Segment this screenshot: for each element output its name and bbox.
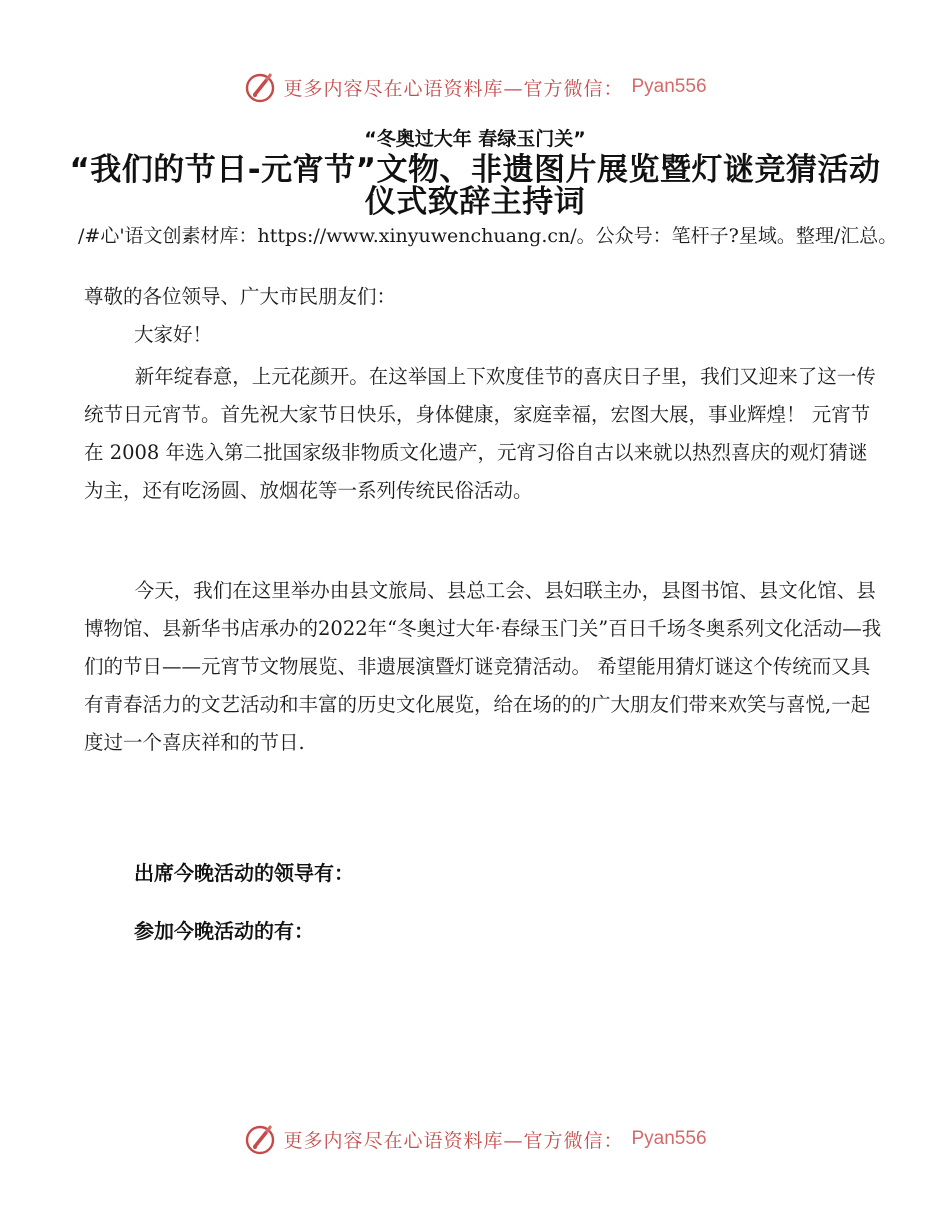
footer-wechat-id: Pyan556	[631, 1128, 707, 1149]
greeting-line: 尊敬的各位领导、广大市民朋友们：	[84, 285, 397, 308]
brush-circle-logo-icon	[243, 70, 277, 104]
header-wechat-id: Pyan556	[631, 76, 707, 97]
paragraph-2: 今天，我们在这里举办由县文旅局、县总工会、县妇联主办，县图书馆、县文化馆、县博物馆、县新华书店承办的2022年“冬奥过大年·春绿玉门关”百日千场冬奥系列文化活动—我们的节日——元宵节文物展览、非遗展演暨灯谜竞猜活动。 希望能用猜灯谜这个传统而又具有青春活力的文艺活动和丰富的历史文化展览，给在场的的广大朋友们带来欢笑与喜悦,一起度过一个喜庆祥和的节日.	[84, 579, 882, 754]
hello-text: 大家好！	[134, 323, 213, 346]
attendees-heading: 参加今晚活动的有：	[134, 919, 314, 943]
document-subtitle: “冬奥过大年 春绿玉门关”	[364, 128, 586, 150]
page-header	[0, 70, 950, 104]
source-note: /#心'语文创素材库：https://www.xinyuwenchuang.cn/。公众号：笔杆子?星域。整理/汇总。	[78, 225, 898, 247]
hello-line	[84, 316, 884, 354]
header-brand	[243, 70, 706, 104]
header-brand-text: 更多内容尽在心语资料库—官方微信：	[283, 77, 624, 100]
paragraph-1: 新年绽春意，上元花颜开。在这举国上下欢度佳节的喜庆日子里，我们又迎来了这一传统节日元宵节。首先祝大家节日快乐，身体健康，家庭幸福，宏图大展，事业辉煌！ 元宵节在 2008 年选入第二批国家级非物质文化遗产，元宵习俗自古以来就以热烈喜庆的观灯猜谜为主，还有吃汤圆、放烟花等一系列传统民俗活动。	[84, 365, 876, 502]
brush-circle-logo-icon	[243, 1122, 277, 1156]
document-title: “我们的节日-元宵节”文物、非遗图片展览暨灯谜竞猜活动仪式致辞主持词	[69, 152, 881, 220]
leaders-heading: 出席今晚活动的领导有：	[134, 861, 354, 885]
footer-brand	[243, 1122, 706, 1156]
page-footer	[0, 1122, 950, 1156]
footer-brand-text: 更多内容尽在心语资料库—官方微信：	[283, 1129, 624, 1152]
